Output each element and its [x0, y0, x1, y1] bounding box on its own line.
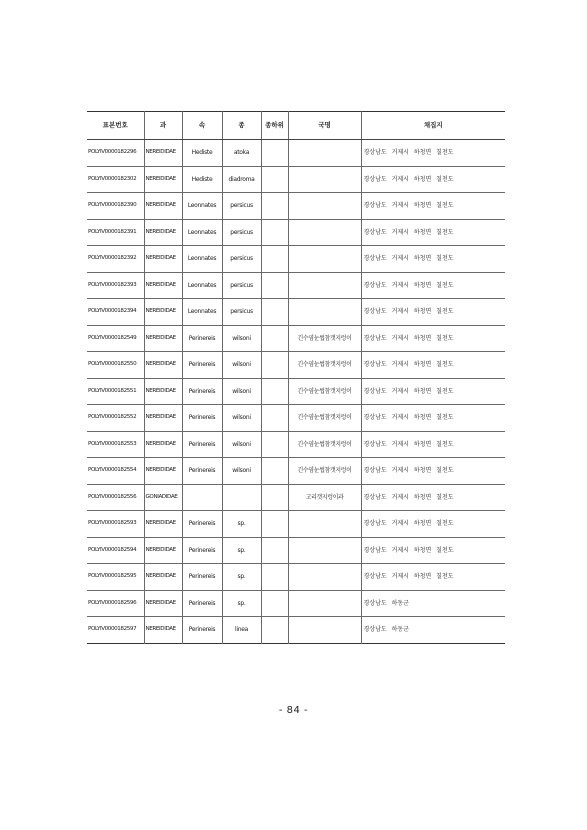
table-row	[87, 511, 505, 538]
family-cell: NEREIDIDAE	[144, 219, 182, 246]
genus-cell: Perinereis	[182, 431, 222, 458]
family-cell: NEREIDIDAE	[144, 511, 182, 538]
species-cell	[222, 484, 261, 511]
family-cell: NEREIDIDAE	[144, 537, 182, 564]
species-cell: sp.	[222, 590, 261, 617]
table-row	[87, 299, 505, 326]
species-cell: sp.	[222, 537, 261, 564]
family-cell: NEREIDIDAE	[144, 458, 182, 485]
species-cell: persicus	[222, 219, 261, 246]
collection-site-cell: 경상남도 거제시 하청면 칠천도	[361, 246, 505, 273]
table-row	[87, 564, 505, 591]
family-cell: NEREIDIDAE	[144, 246, 182, 273]
subspecies-cell	[261, 484, 288, 511]
species-cell: persicus	[222, 193, 261, 220]
korean-name-cell: 긴수염눈썹참갯지렁이	[288, 405, 361, 432]
collection-site-cell: 경상남도 거제시 하청면 칠천도	[361, 166, 505, 193]
specimen-number-cell: POLYIV0000182393	[87, 272, 144, 299]
specimen-number-cell: POLYIV0000182552	[87, 405, 144, 432]
table-row	[87, 219, 505, 246]
species-cell: diadroma	[222, 166, 261, 193]
specimen-number-cell: POLYIV0000182593	[87, 511, 144, 538]
collection-site-cell: 경상남도 거제시 하청면 칠천도	[361, 484, 505, 511]
specimen-number-cell: POLYIV0000182390	[87, 193, 144, 220]
genus-cell: Perinereis	[182, 617, 222, 644]
korean-name-cell: 긴수염눈썹참갯지렁이	[288, 378, 361, 405]
table-header	[87, 112, 505, 140]
specimen-number-cell: POLYIV0000182597	[87, 617, 144, 644]
specimen-number-cell: POLYIV0000182594	[87, 537, 144, 564]
table-row	[87, 458, 505, 485]
family-cell: NEREIDIDAE	[144, 140, 182, 167]
collection-site-cell: 경상남도 거제시 하청면 칠천도	[361, 405, 505, 432]
genus-cell: Leonnates	[182, 246, 222, 273]
subspecies-cell	[261, 272, 288, 299]
collection-site-cell: 경상남도 거제시 하청면 칠천도	[361, 564, 505, 591]
genus-cell: Perinereis	[182, 590, 222, 617]
family-cell: NEREIDIDAE	[144, 325, 182, 352]
korean-name-cell	[288, 537, 361, 564]
genus-cell: Perinereis	[182, 564, 222, 591]
specimen-number-cell: POLYIV0000182392	[87, 246, 144, 273]
subspecies-cell	[261, 511, 288, 538]
header-genus: 속	[182, 112, 222, 140]
collection-site-cell: 경상남도 거제시 하청면 칠천도	[361, 431, 505, 458]
collection-site-cell: 경상남도 거제시 하청면 칠천도	[361, 511, 505, 538]
species-cell: wilsoni	[222, 431, 261, 458]
genus-cell: Leonnates	[182, 193, 222, 220]
korean-name-cell: 긴수염눈썹참갯지렁이	[288, 431, 361, 458]
specimen-number-cell: POLYIV0000182556	[87, 484, 144, 511]
species-cell: linea	[222, 617, 261, 644]
specimen-number-cell: POLYIV0000182554	[87, 458, 144, 485]
species-cell: wilsoni	[222, 325, 261, 352]
header-specimen-number: 표본번호	[87, 112, 144, 140]
family-cell: NEREIDIDAE	[144, 272, 182, 299]
family-cell: NEREIDIDAE	[144, 352, 182, 379]
genus-cell: Perinereis	[182, 458, 222, 485]
family-cell: NEREIDIDAE	[144, 193, 182, 220]
family-cell: NEREIDIDAE	[144, 166, 182, 193]
subspecies-cell	[261, 405, 288, 432]
species-cell: persicus	[222, 246, 261, 273]
family-cell: NEREIDIDAE	[144, 431, 182, 458]
genus-cell	[182, 484, 222, 511]
header-family: 과	[144, 112, 182, 140]
table-row	[87, 352, 505, 379]
korean-name-cell	[288, 299, 361, 326]
subspecies-cell	[261, 431, 288, 458]
family-cell: NEREIDIDAE	[144, 299, 182, 326]
specimen-number-cell: POLYIV0000182595	[87, 564, 144, 591]
collection-site-cell: 경상남도 거제시 하청면 칠천도	[361, 378, 505, 405]
species-cell: persicus	[222, 272, 261, 299]
family-cell: NEREIDIDAE	[144, 405, 182, 432]
genus-cell: Leonnates	[182, 219, 222, 246]
subspecies-cell	[261, 617, 288, 644]
header-row	[87, 112, 505, 140]
subspecies-cell	[261, 537, 288, 564]
genus-cell: Perinereis	[182, 405, 222, 432]
species-cell: atoka	[222, 140, 261, 167]
korean-name-cell	[288, 193, 361, 220]
collection-site-cell: 경상남도 거제시 하청면 칠천도	[361, 219, 505, 246]
table-row	[87, 378, 505, 405]
header-species: 종	[222, 112, 261, 140]
subspecies-cell	[261, 590, 288, 617]
specimen-number-cell: POLYIV0000182551	[87, 378, 144, 405]
korean-name-cell	[288, 511, 361, 538]
table-row	[87, 325, 505, 352]
korean-name-cell	[288, 590, 361, 617]
genus-cell: Perinereis	[182, 325, 222, 352]
subspecies-cell	[261, 166, 288, 193]
collection-site-cell: 경상남도 거제시 하청면 칠천도	[361, 458, 505, 485]
korean-name-cell	[288, 219, 361, 246]
korean-name-cell	[288, 272, 361, 299]
genus-cell: Perinereis	[182, 378, 222, 405]
family-cell: NEREIDIDAE	[144, 564, 182, 591]
specimen-number-cell: POLYIV0000182391	[87, 219, 144, 246]
species-cell: persicus	[222, 299, 261, 326]
header-subspecies: 종하위	[261, 112, 288, 140]
table-row	[87, 246, 505, 273]
genus-cell: Perinereis	[182, 352, 222, 379]
table-row	[87, 590, 505, 617]
species-cell: sp.	[222, 564, 261, 591]
table-row	[87, 405, 505, 432]
table-row	[87, 537, 505, 564]
collection-site-cell: 경상남도 거제시 하청면 칠천도	[361, 272, 505, 299]
genus-cell: Hediste	[182, 166, 222, 193]
subspecies-cell	[261, 140, 288, 167]
header-collection-site: 채집지	[361, 112, 505, 140]
table-row	[87, 166, 505, 193]
species-cell: sp.	[222, 511, 261, 538]
korean-name-cell	[288, 140, 361, 167]
collection-site-cell: 경상남도 거제시 하청면 칠천도	[361, 193, 505, 220]
specimen-number-cell: POLYIV0000182596	[87, 590, 144, 617]
subspecies-cell	[261, 352, 288, 379]
header-korean-name: 국명	[288, 112, 361, 140]
table-row	[87, 617, 505, 644]
table-row	[87, 193, 505, 220]
subspecies-cell	[261, 458, 288, 485]
collection-site-cell: 경상남도 거제시 하청면 칠천도	[361, 140, 505, 167]
species-cell: wilsoni	[222, 405, 261, 432]
table-body	[87, 140, 505, 644]
table-row	[87, 272, 505, 299]
collection-site-cell: 경상남도 거제시 하청면 칠천도	[361, 352, 505, 379]
korean-name-cell	[288, 246, 361, 273]
table-row	[87, 431, 505, 458]
family-cell: NEREIDIDAE	[144, 378, 182, 405]
genus-cell: Hediste	[182, 140, 222, 167]
subspecies-cell	[261, 564, 288, 591]
specimen-number-cell: POLYIV0000182549	[87, 325, 144, 352]
specimen-number-cell: POLYIV0000182553	[87, 431, 144, 458]
genus-cell: Leonnates	[182, 272, 222, 299]
specimen-number-cell: POLYIV0000182302	[87, 166, 144, 193]
specimen-table	[87, 111, 505, 644]
specimen-number-cell: POLYIV0000182296	[87, 140, 144, 167]
species-cell: wilsoni	[222, 378, 261, 405]
species-cell: wilsoni	[222, 458, 261, 485]
collection-site-cell: 경상남도 하동군	[361, 590, 505, 617]
korean-name-cell	[288, 564, 361, 591]
family-cell: NEREIDIDAE	[144, 590, 182, 617]
genus-cell: Perinereis	[182, 537, 222, 564]
specimen-number-cell: POLYIV0000182550	[87, 352, 144, 379]
family-cell: NEREIDIDAE	[144, 617, 182, 644]
korean-name-cell: 긴수염눈썹참갯지렁이	[288, 458, 361, 485]
subspecies-cell	[261, 193, 288, 220]
subspecies-cell	[261, 378, 288, 405]
page-number: - 84 -	[278, 705, 309, 716]
table-row	[87, 140, 505, 167]
species-cell: wilsoni	[222, 352, 261, 379]
korean-name-cell: 긴수염눈썹참갯지렁이	[288, 325, 361, 352]
collection-site-cell: 경상남도 하동군	[361, 617, 505, 644]
subspecies-cell	[261, 299, 288, 326]
korean-name-cell: 고리갯지렁이과	[288, 484, 361, 511]
specimen-number-cell: POLYIV0000182394	[87, 299, 144, 326]
family-cell: GONIADIDAE	[144, 484, 182, 511]
genus-cell: Leonnates	[182, 299, 222, 326]
table-row	[87, 484, 505, 511]
collection-site-cell: 경상남도 거제시 하청면 칠천도	[361, 325, 505, 352]
collection-site-cell: 경상남도 거제시 하청면 칠천도	[361, 537, 505, 564]
subspecies-cell	[261, 246, 288, 273]
genus-cell: Perinereis	[182, 511, 222, 538]
korean-name-cell	[288, 617, 361, 644]
subspecies-cell	[261, 219, 288, 246]
subspecies-cell	[261, 325, 288, 352]
korean-name-cell	[288, 166, 361, 193]
korean-name-cell: 긴수염눈썹참갯지렁이	[288, 352, 361, 379]
collection-site-cell: 경상남도 거제시 하청면 칠천도	[361, 299, 505, 326]
